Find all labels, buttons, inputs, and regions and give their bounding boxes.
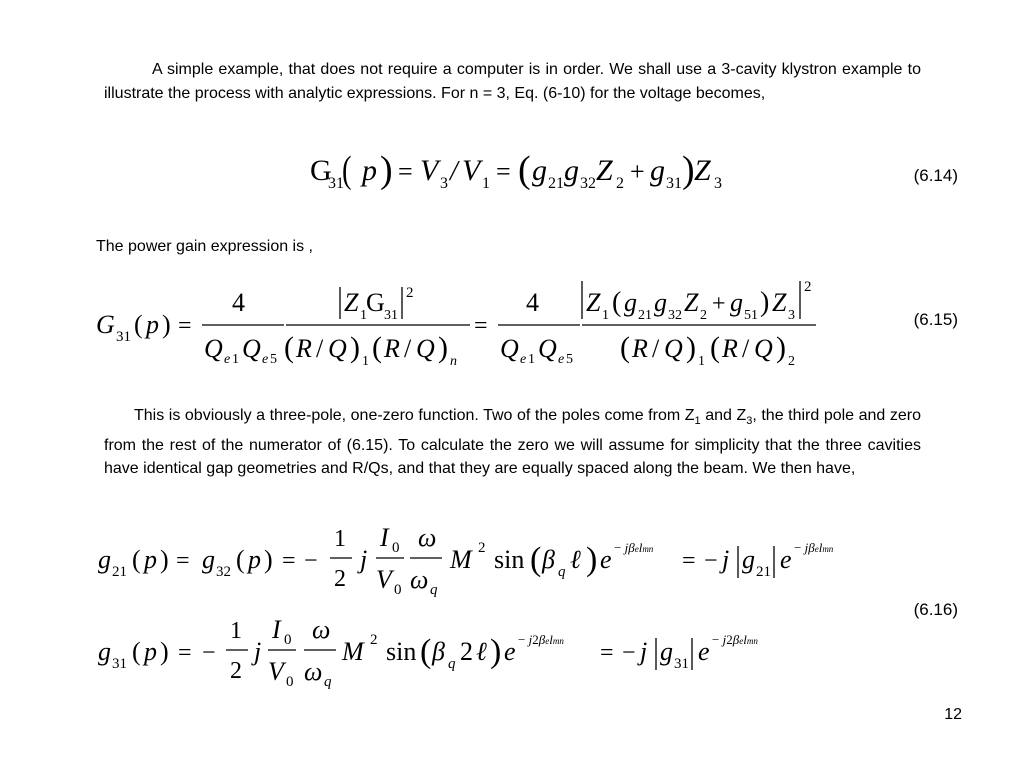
intro-paragraph bbox=[104, 58, 921, 105]
svg-text:M: M bbox=[450, 545, 472, 574]
svg-text:g: g bbox=[730, 288, 743, 317]
svg-text:=: = bbox=[600, 640, 614, 666]
svg-text:21: 21 bbox=[756, 564, 771, 580]
poles-sub-3: 3 bbox=[746, 415, 753, 428]
svg-text:): ) bbox=[380, 149, 393, 191]
equation-number-6-15: (6.15) bbox=[913, 310, 958, 329]
svg-text:): ) bbox=[162, 310, 171, 339]
svg-text:4: 4 bbox=[232, 288, 245, 317]
svg-text:− jβelmn: − jβelmn bbox=[614, 540, 654, 555]
svg-text:1: 1 bbox=[360, 308, 367, 323]
svg-text:Z: Z bbox=[586, 288, 601, 317]
svg-text:j: j bbox=[722, 545, 730, 574]
svg-text:21: 21 bbox=[548, 175, 564, 192]
svg-text:j: j bbox=[360, 545, 368, 574]
svg-text:1: 1 bbox=[230, 618, 242, 644]
svg-text:): ) bbox=[160, 637, 169, 666]
svg-text:R: R bbox=[384, 334, 400, 363]
equation-6-16-line-1 bbox=[98, 522, 878, 604]
svg-text:g: g bbox=[654, 288, 667, 317]
svg-text:1: 1 bbox=[698, 354, 705, 369]
svg-text:2: 2 bbox=[616, 175, 624, 192]
svg-text:Z: Z bbox=[596, 154, 613, 187]
svg-text:2: 2 bbox=[700, 308, 707, 323]
equation-6-15 bbox=[96, 275, 856, 375]
svg-text:Q: Q bbox=[416, 334, 435, 363]
svg-text:q: q bbox=[558, 564, 566, 580]
svg-text:q: q bbox=[430, 582, 438, 598]
svg-text:(: ( bbox=[236, 545, 245, 574]
svg-text:Q: Q bbox=[754, 334, 773, 363]
svg-text:I: I bbox=[380, 523, 389, 552]
svg-text:Z: Z bbox=[772, 288, 787, 317]
svg-text:1: 1 bbox=[602, 308, 609, 323]
svg-text:31: 31 bbox=[328, 175, 344, 192]
svg-text:=: = bbox=[398, 157, 413, 186]
svg-text:0: 0 bbox=[286, 674, 294, 690]
svg-text:R: R bbox=[632, 334, 648, 363]
svg-text:− jβelmn: − jβelmn bbox=[794, 540, 834, 555]
svg-text:g: g bbox=[202, 545, 215, 574]
svg-text:M: M bbox=[342, 637, 364, 666]
svg-text:sin: sin bbox=[494, 545, 525, 574]
svg-text:51: 51 bbox=[744, 308, 758, 323]
svg-text:−: − bbox=[704, 548, 718, 574]
svg-text:2: 2 bbox=[788, 354, 795, 369]
svg-text:e: e bbox=[698, 637, 710, 666]
svg-text:1: 1 bbox=[528, 352, 535, 367]
svg-text:g: g bbox=[660, 637, 673, 666]
svg-text:31: 31 bbox=[666, 175, 682, 192]
equation-6-16-line-2 bbox=[98, 616, 878, 696]
svg-text:e: e bbox=[504, 637, 516, 666]
svg-text:): ) bbox=[264, 545, 273, 574]
svg-text:g: g bbox=[532, 154, 547, 187]
poles-paragraph bbox=[104, 404, 921, 481]
svg-text:Z: Z bbox=[694, 154, 711, 187]
svg-text:=: = bbox=[682, 548, 696, 574]
svg-text:/: / bbox=[316, 334, 324, 363]
svg-text:e: e bbox=[780, 545, 792, 574]
svg-text:G: G bbox=[96, 310, 115, 339]
poles-text-pre: This is obviously a three-pole, one-zero function. Two of the poles come from Z bbox=[134, 407, 695, 424]
svg-text:/: / bbox=[450, 156, 458, 187]
svg-text:V: V bbox=[268, 657, 284, 686]
svg-text:p: p bbox=[248, 545, 261, 574]
svg-text:31: 31 bbox=[384, 308, 398, 323]
svg-text:2: 2 bbox=[334, 566, 346, 592]
svg-text:p: p bbox=[362, 154, 377, 187]
svg-text:Z: Z bbox=[344, 288, 359, 317]
svg-text:g: g bbox=[624, 288, 637, 317]
svg-text:−: − bbox=[202, 640, 216, 666]
svg-text:e: e bbox=[224, 352, 231, 367]
svg-text:ω: ω bbox=[418, 523, 437, 552]
svg-text:0: 0 bbox=[394, 582, 402, 598]
svg-text:(: ( bbox=[372, 331, 382, 364]
svg-text:21: 21 bbox=[112, 564, 127, 580]
svg-text:p: p bbox=[144, 545, 157, 574]
svg-text:Q: Q bbox=[538, 334, 557, 363]
svg-text:R: R bbox=[296, 334, 312, 363]
svg-text:/: / bbox=[652, 334, 660, 363]
svg-text:e: e bbox=[558, 352, 565, 367]
svg-text:− j2βelmn: − j2βelmn bbox=[518, 632, 564, 647]
svg-text:e: e bbox=[262, 352, 269, 367]
svg-text:2: 2 bbox=[460, 637, 473, 666]
svg-text:q: q bbox=[448, 656, 456, 672]
svg-text:): ) bbox=[490, 633, 502, 670]
svg-text:β: β bbox=[542, 545, 555, 574]
svg-text:− j2βelmn: − j2βelmn bbox=[712, 632, 758, 647]
svg-text:32: 32 bbox=[216, 564, 231, 580]
svg-text:1: 1 bbox=[334, 526, 346, 552]
svg-text:=: = bbox=[176, 548, 190, 574]
svg-text:g: g bbox=[742, 545, 755, 574]
svg-text:β: β bbox=[432, 637, 445, 666]
svg-text:=: = bbox=[178, 313, 192, 339]
svg-text:g: g bbox=[650, 154, 665, 187]
svg-text:(: ( bbox=[132, 637, 141, 666]
svg-text:2: 2 bbox=[804, 279, 812, 295]
svg-text:32: 32 bbox=[580, 175, 596, 192]
svg-text:R: R bbox=[722, 334, 738, 363]
svg-text:2: 2 bbox=[370, 632, 378, 648]
svg-text:q: q bbox=[324, 674, 332, 690]
svg-text:(: ( bbox=[530, 541, 542, 578]
svg-text:0: 0 bbox=[284, 632, 292, 648]
svg-text:): ) bbox=[760, 287, 770, 318]
svg-text:): ) bbox=[350, 331, 360, 364]
svg-text:(: ( bbox=[134, 310, 143, 339]
svg-text:p: p bbox=[144, 637, 157, 666]
svg-text:I: I bbox=[272, 615, 281, 644]
svg-text:4: 4 bbox=[526, 288, 539, 317]
svg-text:31: 31 bbox=[116, 329, 131, 345]
svg-text:g: g bbox=[98, 637, 111, 666]
svg-text:): ) bbox=[438, 331, 448, 364]
svg-text:32: 32 bbox=[668, 308, 682, 323]
svg-text:=: = bbox=[282, 548, 296, 574]
poles-text-mid: and Z bbox=[700, 407, 747, 424]
svg-text:): ) bbox=[682, 149, 695, 191]
svg-text:n: n bbox=[450, 354, 457, 369]
svg-text:V: V bbox=[420, 154, 439, 187]
svg-text:2: 2 bbox=[478, 540, 486, 556]
svg-text:/: / bbox=[404, 334, 412, 363]
svg-text:sin: sin bbox=[386, 637, 417, 666]
svg-text:ω: ω bbox=[304, 657, 323, 686]
svg-text:ℓ: ℓ bbox=[570, 545, 581, 574]
svg-text:ℓ: ℓ bbox=[476, 637, 487, 666]
svg-text:Q: Q bbox=[664, 334, 683, 363]
svg-text:ω: ω bbox=[312, 615, 331, 644]
svg-text:5: 5 bbox=[566, 352, 573, 367]
svg-text:=: = bbox=[496, 157, 511, 186]
svg-text:5: 5 bbox=[270, 352, 277, 367]
poles-sub-1: 1 bbox=[694, 415, 701, 428]
svg-text:=: = bbox=[178, 640, 192, 666]
equation-number-6-14: (6.14) bbox=[913, 166, 958, 185]
svg-text:Q: Q bbox=[328, 334, 347, 363]
svg-text:1: 1 bbox=[362, 354, 369, 369]
svg-text:j: j bbox=[640, 637, 648, 666]
svg-text:3: 3 bbox=[714, 175, 722, 192]
svg-text:(: ( bbox=[284, 331, 294, 364]
svg-text:1: 1 bbox=[482, 175, 490, 192]
svg-text:ω: ω bbox=[410, 565, 429, 594]
svg-text:G: G bbox=[310, 154, 332, 187]
poles-text-post: , the third pole and zero from the rest of the numerator of (6.15). To calculate the zero we will assume for simplicity that the three cavities have identical gap geometries and R/Qs, and that they are equally spaced along the beam. We then have, bbox=[104, 407, 921, 478]
svg-text:=: = bbox=[474, 313, 488, 339]
svg-text:/: / bbox=[742, 334, 750, 363]
svg-text:31: 31 bbox=[112, 656, 127, 672]
svg-text:): ) bbox=[160, 545, 169, 574]
gain-intro-text: The power gain expression is , bbox=[96, 238, 313, 255]
svg-text:g: g bbox=[98, 545, 111, 574]
svg-text:g: g bbox=[564, 154, 579, 187]
svg-text:Q: Q bbox=[204, 334, 223, 363]
svg-text:1: 1 bbox=[232, 352, 239, 367]
svg-text:V: V bbox=[376, 565, 392, 594]
svg-text:(: ( bbox=[132, 545, 141, 574]
svg-text:): ) bbox=[586, 541, 598, 578]
svg-text:): ) bbox=[776, 331, 786, 364]
svg-text:3: 3 bbox=[788, 308, 795, 323]
svg-text:−: − bbox=[304, 548, 318, 574]
svg-text:+: + bbox=[712, 291, 726, 317]
svg-text:): ) bbox=[686, 331, 696, 364]
svg-text:G: G bbox=[366, 288, 385, 317]
svg-text:e: e bbox=[520, 352, 527, 367]
equation-number-6-16: (6.16) bbox=[913, 600, 958, 619]
svg-text:Q: Q bbox=[242, 334, 261, 363]
svg-text:0: 0 bbox=[392, 540, 400, 556]
svg-text:(: ( bbox=[342, 149, 352, 192]
svg-text:Q: Q bbox=[500, 334, 519, 363]
svg-text:(: ( bbox=[710, 331, 720, 364]
svg-text:2: 2 bbox=[230, 658, 242, 684]
equation-6-14 bbox=[300, 140, 722, 200]
svg-text:2: 2 bbox=[406, 285, 414, 301]
svg-text:21: 21 bbox=[638, 308, 652, 323]
svg-text:(: ( bbox=[518, 149, 531, 191]
svg-text:−: − bbox=[622, 640, 636, 666]
svg-text:Z: Z bbox=[684, 288, 699, 317]
svg-text:j: j bbox=[254, 637, 262, 666]
svg-text:3: 3 bbox=[440, 175, 448, 192]
svg-text:(: ( bbox=[420, 633, 432, 670]
svg-text:(: ( bbox=[612, 287, 622, 318]
intro-text: A simple example, that does not require a computer is in order. We shall use a 3-cavity klystron example to illustrate the process with analytic expressions. For n = 3, Eq. (6-10) for the voltage becomes, bbox=[104, 61, 921, 102]
page-number: 12 bbox=[944, 706, 962, 723]
svg-text:e: e bbox=[600, 545, 612, 574]
svg-text:p: p bbox=[146, 310, 159, 339]
svg-text:V: V bbox=[462, 154, 481, 187]
svg-text:+: + bbox=[630, 157, 645, 186]
svg-text:31: 31 bbox=[674, 656, 689, 672]
svg-text:(: ( bbox=[620, 331, 630, 364]
